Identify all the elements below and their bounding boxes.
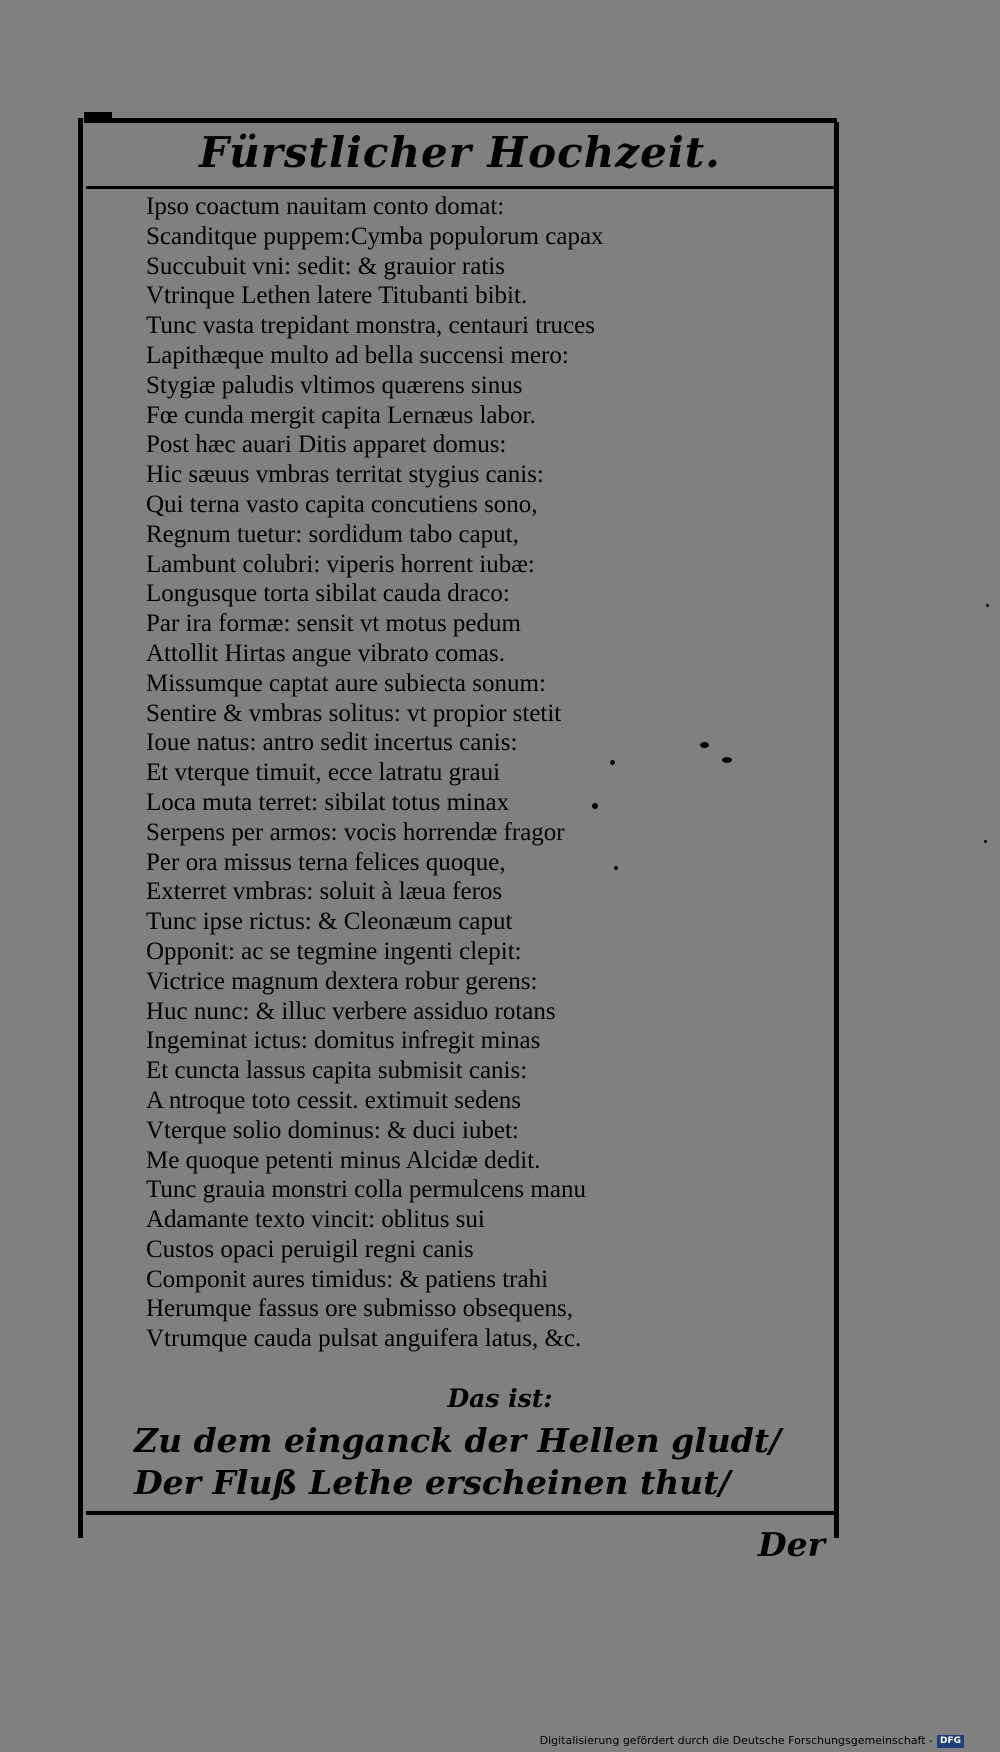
scan-speck (592, 803, 598, 809)
latin-verse-line: Tunc grauia monstri colla permulcens manu (146, 1176, 586, 1204)
latin-verse-line: Herumque fassus ore submisso obsequens, (146, 1295, 574, 1323)
footer-rule (86, 1511, 836, 1515)
latin-verse-line: Per ora missus terna felices quoque, (146, 848, 506, 876)
page-frame-right (834, 122, 839, 1538)
latin-verse-line: Qui terna vasto capita concutiens sono, (146, 490, 538, 518)
latin-verse-line: Serpens per armos: vocis horrendæ fragor (146, 818, 565, 846)
german-verse-block (134, 1420, 834, 1504)
latin-verse-line: Post hæc auari Ditis apparet domus: (146, 431, 507, 459)
latin-verse-line: Me quoque petenti minus Alcidæ dedit. (146, 1146, 541, 1174)
scan-speck (986, 604, 989, 607)
running-head: Fürstlicher Hochzeit. (199, 128, 721, 177)
dfg-logo: DFG (937, 1735, 964, 1748)
latin-verse-line: Et vterque timuit, ecce latratu graui (146, 759, 501, 787)
latin-verse-line: Stygiæ paludis vltimos quærens sinus (146, 371, 523, 399)
latin-verse-line: Et cuncta lassus capita submisit canis: (146, 1057, 528, 1085)
german-verse-line: Zu dem einganck der Hellen gludt/ (134, 1421, 782, 1460)
latin-verse-line: Longusque torta sibilat cauda draco: (146, 580, 510, 608)
german-verse-line: Der Fluß Lethe erscheinen thut/ (134, 1463, 731, 1502)
latin-verse-line: Par ira formæ: sensit vt motus pedum (146, 610, 521, 638)
latin-verse-line: Opponit: ac se tegmine ingenti clepit: (146, 937, 522, 965)
page-frame-left (78, 118, 83, 1538)
latin-verse-line: Custos opaci peruigil regni canis (146, 1235, 474, 1263)
latin-verse-line: Hic sæuus vmbras territat stygius canis: (146, 461, 544, 489)
latin-verse-line: Sentire & vmbras solitus: vt propior stetit (146, 699, 562, 727)
latin-verse-line: Attollit Hirtas angue vibrato comas. (146, 639, 505, 667)
latin-verse-line: Succubuit vni: sedit: & grauior ratis (146, 252, 505, 280)
latin-verse-line: Loca muta terret: sibilat totus minax (146, 788, 510, 816)
latin-verse-line: Missumque captat aure subiecta sonum: (146, 669, 546, 697)
latin-verse-line: Vtrumque cauda pulsat anguifera latus, &c. (146, 1325, 582, 1353)
latin-verse-line: Vterque solio dominus: & duci iubet: (146, 1116, 519, 1144)
footer-credit (540, 1734, 964, 1748)
latin-verse-line: Ingeminat ictus: domitus infregit minas (146, 1027, 541, 1055)
scan-speck (614, 866, 618, 870)
footer-credit-text: Digitalisierung gefördert durch die Deutsche Forschungsgemeinschaft - (539, 1734, 933, 1747)
scan-speck (722, 757, 732, 763)
latin-verse-line: Fœ cunda mergit capita Lernæus labor. (146, 401, 536, 429)
latin-verse-line: Tunc ipse rictus: & Cleonæum caput (146, 908, 513, 936)
latin-verse-line: Scanditque puppem:Cymba populorum capax (146, 222, 604, 250)
latin-verse-line: Vtrinque Lethen latere Titubanti bibit. (146, 282, 528, 310)
latin-verse-line: Lapithæque multo ad bella succensi mero: (146, 341, 569, 369)
latin-verse-line: Regnum tuetur: sordidum tabo caput, (146, 520, 519, 548)
das-ist-heading: Das ist: (447, 1384, 553, 1413)
latin-verse-line: Huc nunc: & illuc verbere assiduo rotans (146, 997, 556, 1025)
scan-speck (610, 760, 615, 765)
latin-verse-line: Lambunt colubri: viperis horrent iubæ: (146, 550, 535, 578)
latin-verse-line: A ntroque toto cessit. extimuit sedens (146, 1086, 521, 1114)
latin-verse-line: Victrice magnum dextera robur gerens: (146, 967, 538, 995)
latin-verse-line: Adamante texto vincit: oblitus sui (146, 1206, 485, 1234)
scan-speck (700, 742, 709, 748)
latin-verse-block (146, 192, 826, 1354)
catchword: Der (758, 1525, 825, 1564)
scan-speck (984, 840, 987, 843)
latin-verse-line: Tunc vasta trepidant monstra, centauri truces (146, 312, 595, 340)
latin-verse-line: Componit aures timidus: & patiens trahi (146, 1265, 549, 1293)
latin-verse-line: Exterret vmbras: soluit à læua feros (146, 878, 503, 906)
header-rule (86, 186, 834, 189)
latin-verse-line: Ioue natus: antro sedit incertus canis: (146, 729, 518, 757)
latin-verse-line: Ipso coactum nauitam conto domat: (146, 193, 505, 220)
